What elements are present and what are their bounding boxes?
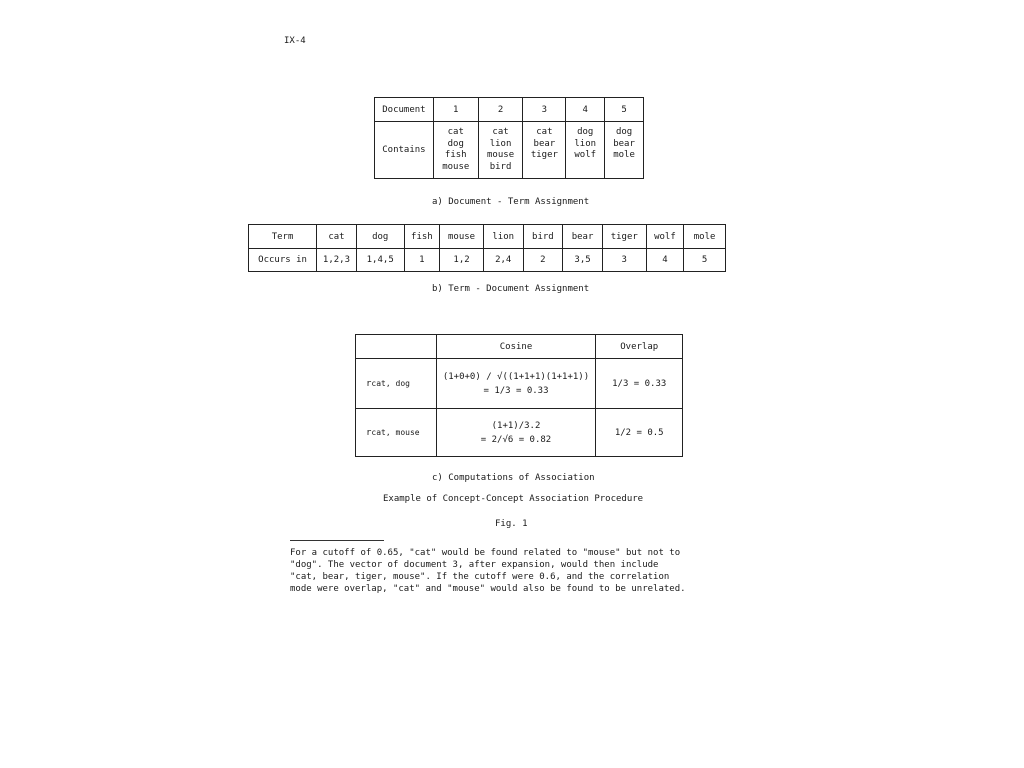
figure-title: Example of Concept-Concept Association Procedure [383,494,644,504]
term: tiger [530,150,558,160]
table-b-caption: b) Term - Document Assignment [432,284,590,294]
table-b-term: wolf [646,225,684,249]
term: bird [489,161,512,172]
term-document-table [248,224,726,272]
table-b-term: tiger [602,225,646,249]
term: cat [447,127,464,137]
table-a-doc-1: 1 [433,98,478,122]
figure-label: Fig. 1 [495,519,528,529]
term: lion [489,138,512,149]
term: lion [574,138,597,149]
table-c-overlap-cell: 1/3 = 0.33 [596,359,683,409]
table-a-doc-2-terms [478,122,523,179]
table-a-doc-4: 4 [566,98,605,122]
table-b-term: bear [563,225,603,249]
table-b-term: dog [356,225,404,249]
term: wolf [574,150,597,160]
term: bear [613,138,635,149]
table-a-header-label: Document [375,98,434,122]
table-b-occurs: 1 [404,249,440,272]
term: mouse [487,150,515,160]
term: mole [613,150,635,160]
table-b-term: cat [317,225,357,249]
table-b-term: mole [684,225,726,249]
table-c-row-label [356,359,437,409]
table-a-doc-5-terms [605,122,644,179]
table-a-doc-3: 3 [523,98,566,122]
table-a-caption: a) Document - Term Assignment [432,197,590,207]
table-a-doc-1-terms [433,122,478,179]
correlation-symbol: r [366,427,372,438]
table-b-occurs: 1,2 [440,249,484,272]
table-b-row-label: Occurs in [249,249,317,272]
document-term-table [374,97,644,179]
table-b-occurs: 4 [646,249,684,272]
table-c-caption: c) Computations of Association [432,473,595,483]
correlation-pair: cat, dog [371,378,410,388]
table-b-occurs: 1,2,3 [317,249,357,272]
cosine-formula: (1+1)/3.2 [491,420,541,431]
cosine-result: = 1/3 = 0.33 [483,385,549,396]
footnote-line: "cat, bear, tiger, mouse". If the cutoff were 0.6, and the correlation [290,572,670,582]
table-c-cosine-header: Cosine [436,335,596,359]
table-b-occurs: 1,4,5 [356,249,404,272]
term: cat [492,127,509,137]
cosine-result: = 2/√6 = 0.82 [480,434,552,445]
table-a-doc-5: 5 [605,98,644,122]
table-c-overlap-cell: 1/2 = 0.5 [596,409,683,457]
footnote-rule [290,540,384,541]
footnote [290,547,710,595]
table-c-row-label [356,409,437,457]
term: cat [536,127,553,137]
term: fish [444,150,467,160]
correlation-pair: cat, mouse [371,427,420,437]
table-c-corner [356,335,437,359]
table-b-term: bird [523,225,563,249]
term: bear [533,138,556,149]
table-a-doc-4-terms [566,122,605,179]
table-a-doc-2: 2 [478,98,523,122]
table-b-term: mouse [440,225,484,249]
table-b-occurs: 2,4 [483,249,523,272]
table-b-term: fish [404,225,440,249]
table-b-term: lion [483,225,523,249]
table-b-occurs: 5 [684,249,726,272]
table-c-overlap-header: Overlap [596,335,683,359]
table-a-doc-3-terms [523,122,566,179]
correlation-symbol: r [366,378,372,389]
table-b-occurs: 2 [523,249,563,272]
term: dog [447,138,464,149]
term: dog [615,127,633,137]
association-computation-table [355,334,683,457]
footnote-line: "dog". The vector of document 3, after expansion, would then include [290,560,659,570]
table-c-cosine-cell [436,409,596,457]
page-number-label: IX-4 [284,36,306,46]
term: dog [577,127,594,137]
table-b-header-label: Term [249,225,317,249]
footnote-line: For a cutoff of 0.65, "cat" would be found related to "mouse" but not to [290,548,681,558]
table-c-cosine-cell [436,359,596,409]
term: mouse [442,161,470,172]
table-b-occurs: 3 [602,249,646,272]
table-b-occurs: 3,5 [563,249,603,272]
footnote-line: mode were overlap, "cat" and "mouse" would also be found to be unrelated. [290,584,686,594]
table-a-row-label: Contains [375,122,434,179]
cosine-formula: (1+0+0) / √((1+1+1)(1+1+1)) [442,371,590,382]
